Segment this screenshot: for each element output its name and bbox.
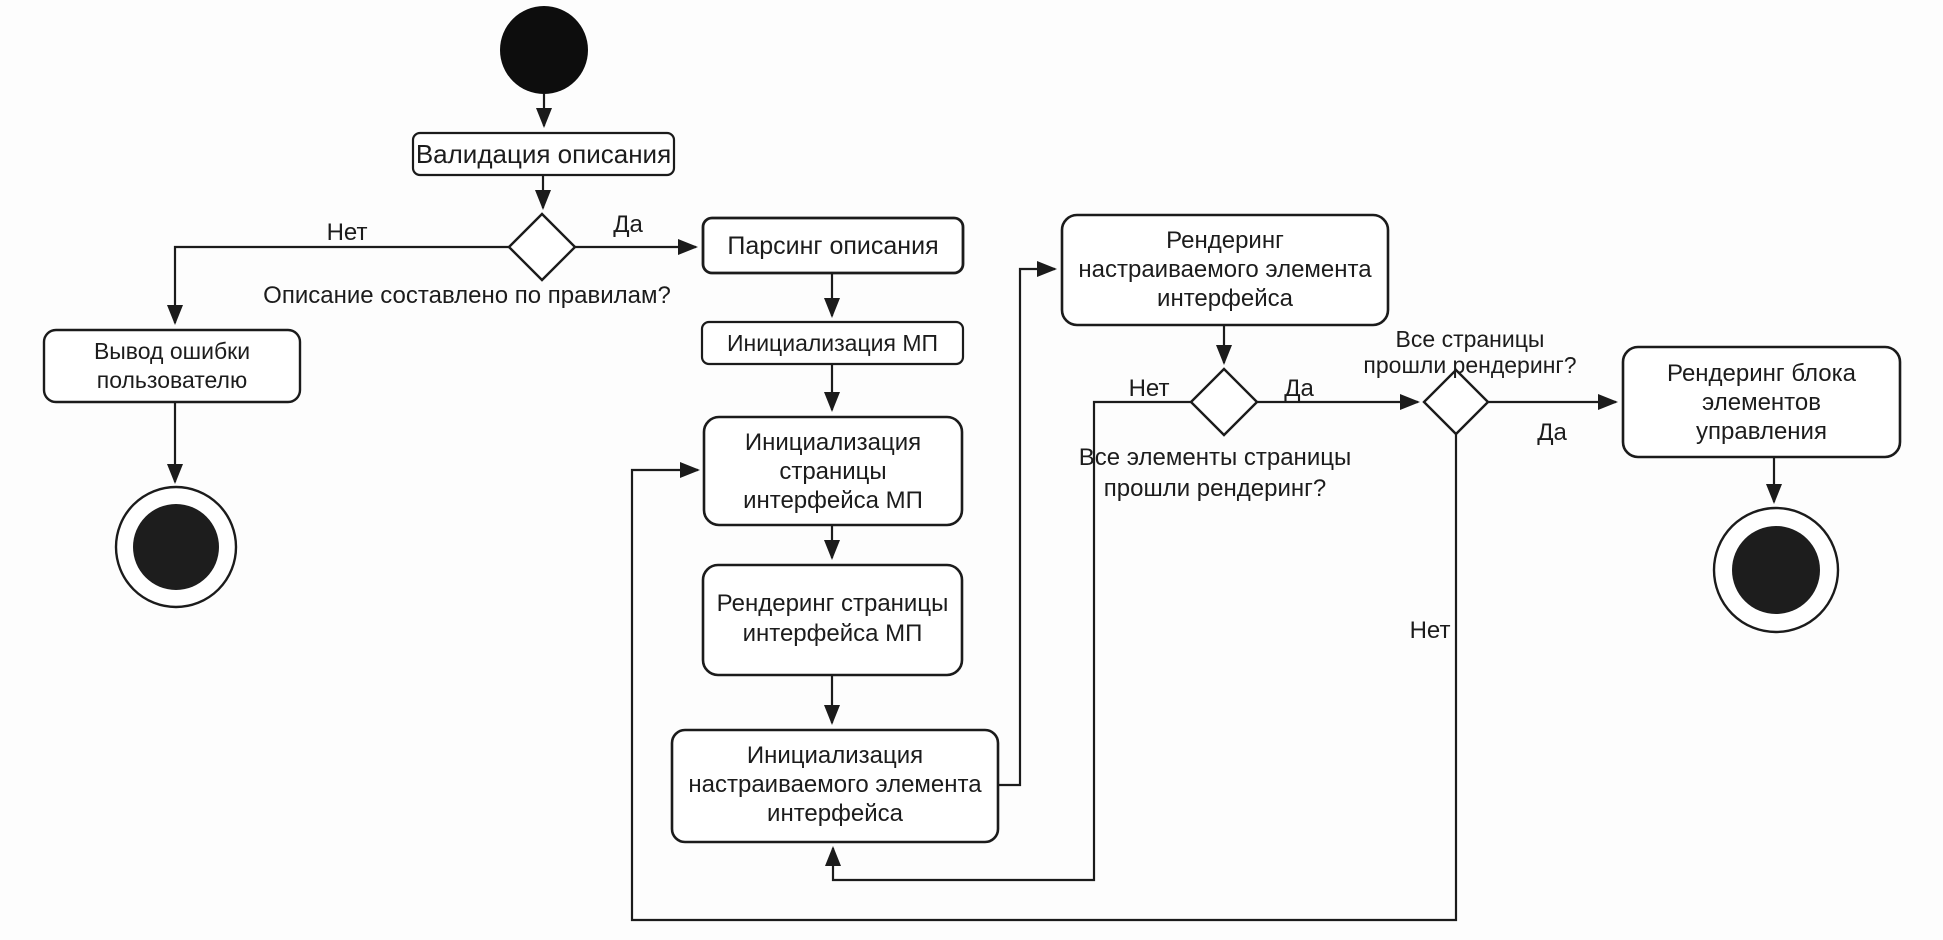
- decision-all-elements-rendered: [1191, 369, 1257, 435]
- label-decision1-yes: Да: [613, 211, 643, 238]
- action-validate-description: [413, 133, 674, 175]
- label-decision2-yes: Да: [1284, 375, 1314, 402]
- action-render-control-block-label-line-1: элементов: [1702, 389, 1821, 416]
- label-question-description-rules: Описание составлено по правилам?: [263, 282, 671, 309]
- action-show-error-to-user-label-line-1: пользователю: [96, 367, 248, 393]
- action-parse-description-label-line-0: Парсинг описания: [727, 232, 939, 260]
- final-node-left-inner-dot: [133, 504, 219, 590]
- action-render-custom-element-label-line-2: интерфейса: [1157, 285, 1293, 312]
- nodes-layer: [44, 6, 1900, 842]
- decision-description-valid: [509, 214, 575, 280]
- label-question-all-elements-rendered-line-1: прошли рендеринг?: [1103, 475, 1327, 502]
- label-decision3-no: Нет: [1409, 617, 1451, 644]
- decision-all-pages-rendered: [1424, 370, 1488, 434]
- action-show-error-to-user: [44, 330, 300, 402]
- start-node: [500, 6, 588, 94]
- label-question-all-pages-rendered-line-0: Все страницы: [1395, 326, 1545, 352]
- action-init-custom-element-label-line-1: настраиваемого элемента: [688, 771, 982, 798]
- action-init-interface-page: [704, 417, 962, 525]
- label-question-all-pages-rendered-line-1: прошли рендеринг?: [1363, 352, 1577, 378]
- action-init-interface-page-label-line-1: страницы: [779, 458, 887, 485]
- action-validate-description-label-line-0: Валидация описания: [415, 139, 672, 169]
- label-decision1-no: Нет: [326, 219, 368, 246]
- action-render-interface-page-label-line-1: интерфейса МП: [742, 620, 923, 647]
- action-render-custom-element-label-line-1: настраиваемого элемента: [1078, 256, 1372, 283]
- action-show-error-to-user-label-line-0: Вывод ошибки: [93, 338, 251, 364]
- final-node-right-inner-dot: [1732, 526, 1820, 614]
- final-node-right: [1714, 508, 1838, 632]
- label-decision3-yes: Да: [1537, 419, 1567, 446]
- action-init-custom-element-label-line-0: Инициализация: [746, 742, 924, 769]
- action-render-custom-element-label-line-0: Рендеринг: [1166, 227, 1284, 254]
- action-init-interface-page-label-line-0: Инициализация: [744, 429, 922, 456]
- label-decision2-no: Нет: [1128, 375, 1170, 402]
- final-node-left: [116, 487, 236, 607]
- action-init-interface-page-label-line-2: интерфейса МП: [743, 487, 923, 514]
- action-render-control-block: [1623, 347, 1900, 457]
- action-parse-description: [703, 218, 963, 273]
- action-render-interface-page-label-line-0: Рендеринг страницы: [716, 590, 949, 617]
- action-init-custom-element-label-line-2: интерфейса: [767, 800, 903, 827]
- action-init-mp-label-line-0: Инициализация МП: [726, 330, 939, 356]
- action-render-control-block-label-line-0: Рендеринг блока: [1667, 360, 1856, 387]
- edge-init-element-to-render-element: [998, 269, 1055, 785]
- label-question-all-elements-rendered-line-0: Все элементы страницы: [1078, 444, 1352, 471]
- action-init-mp: [702, 322, 963, 364]
- action-render-custom-element: [1062, 215, 1388, 325]
- action-render-control-block-label-line-2: управления: [1696, 418, 1827, 445]
- action-init-custom-element: [672, 730, 998, 842]
- action-render-interface-page: [703, 565, 962, 675]
